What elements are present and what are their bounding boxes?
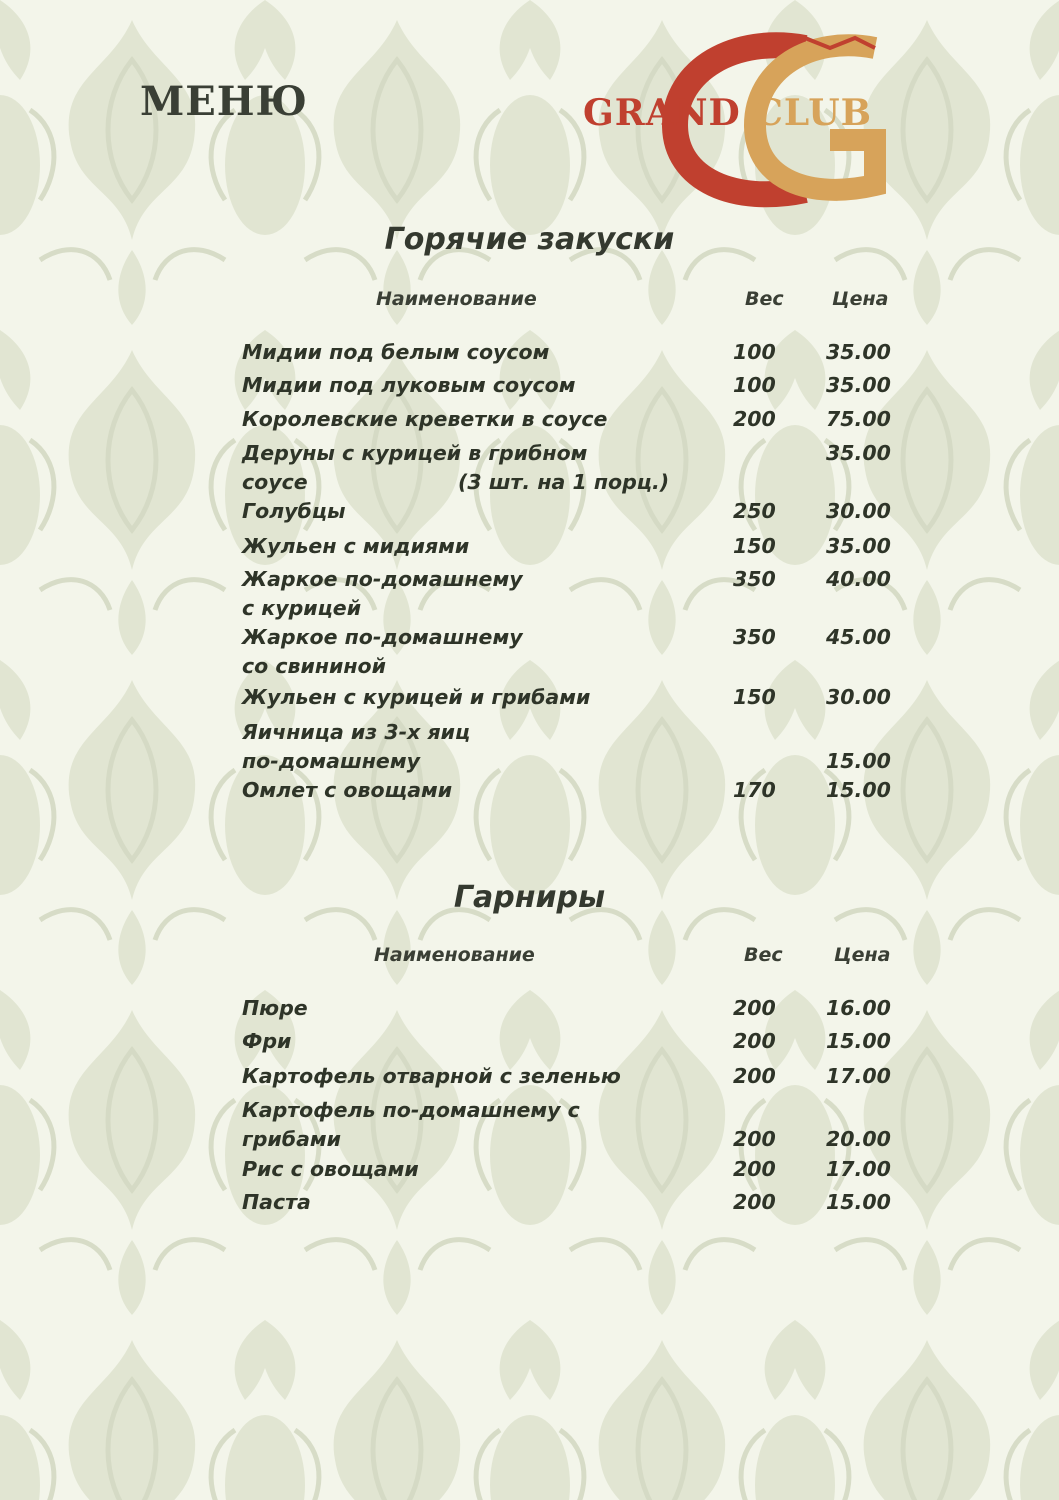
item-price: 35.00 <box>826 534 891 558</box>
logo-word-grand: GRAND <box>583 92 741 134</box>
item-weight: 170 <box>733 778 776 802</box>
item-name: Королевские креветки в соусе <box>242 407 608 431</box>
item-weight: 200 <box>733 1064 776 1088</box>
logo-wordmark <box>583 92 872 134</box>
item-price: 40.00 <box>826 567 891 591</box>
item-name: Жульен с мидиями <box>242 534 470 558</box>
column-header-weight: Вес <box>744 944 783 966</box>
section-title-hot-appetizers: Горячие закуски <box>384 222 675 257</box>
item-name: Картофель по-домашнему с грибами <box>242 1098 580 1151</box>
item-weight: 150 <box>733 534 776 558</box>
column-header-name: Наименование <box>376 288 537 310</box>
item-name: Яичница из 3-х яиц по-домашнему <box>242 720 471 773</box>
column-header-weight: Вес <box>745 288 784 310</box>
item-note: (3 шт. на 1 порц.) <box>458 470 670 494</box>
column-header-price: Цена <box>834 944 891 966</box>
column-header-price: Цена <box>832 288 889 310</box>
logo-word-club: CLUB <box>754 92 873 134</box>
item-price: 30.00 <box>826 499 891 523</box>
column-header-name: Наименование <box>374 944 535 966</box>
item-weight: 200 <box>733 1190 776 1214</box>
item-name: Фри <box>242 1029 292 1053</box>
item-name: Жаркое по-домашнему с курицей <box>242 567 523 620</box>
item-price: 17.00 <box>826 1064 891 1088</box>
item-weight: 200 <box>733 996 776 1020</box>
item-name: Мидии под луковым соусом <box>242 373 576 397</box>
item-price: 20.00 <box>826 1127 891 1151</box>
item-price: 35.00 <box>826 340 891 364</box>
menu-title: МЕНЮ <box>140 78 309 125</box>
item-price: 17.00 <box>826 1157 891 1181</box>
item-name: Мидии под белым соусом <box>242 340 550 364</box>
item-name: Жаркое по-домашнему со свининой <box>242 625 523 678</box>
item-name: Паста <box>242 1190 311 1214</box>
item-price: 35.00 <box>826 373 891 397</box>
item-weight: 200 <box>733 1157 776 1181</box>
item-weight: 100 <box>733 373 776 397</box>
item-weight: 200 <box>733 1127 776 1151</box>
item-weight: 200 <box>733 1029 776 1053</box>
item-name: Картофель отварной с зеленью <box>242 1064 621 1088</box>
item-name: Жульен с курицей и грибами <box>242 685 591 709</box>
item-name: Омлет с овощами <box>242 778 453 802</box>
item-weight: 350 <box>733 625 776 649</box>
item-price: 35.00 <box>826 441 891 465</box>
item-price: 15.00 <box>826 749 891 773</box>
grand-club-logo <box>575 30 1005 210</box>
item-name: Голубцы <box>242 499 346 523</box>
item-price: 15.00 <box>826 1029 891 1053</box>
item-weight: 250 <box>733 499 776 523</box>
item-weight: 150 <box>733 685 776 709</box>
item-price: 15.00 <box>826 1190 891 1214</box>
item-price: 75.00 <box>826 407 891 431</box>
item-weight: 350 <box>733 567 776 591</box>
item-price: 16.00 <box>826 996 891 1020</box>
section-title-garnishes: Гарниры <box>453 880 606 915</box>
item-name: Рис с овощами <box>242 1157 419 1181</box>
item-price: 15.00 <box>826 778 891 802</box>
item-name: Деруны с курицей в грибном соусе <box>242 441 588 494</box>
item-weight: 200 <box>733 407 776 431</box>
item-price: 30.00 <box>826 685 891 709</box>
item-price: 45.00 <box>826 625 891 649</box>
item-name: Пюре <box>242 996 308 1020</box>
item-weight: 100 <box>733 340 776 364</box>
